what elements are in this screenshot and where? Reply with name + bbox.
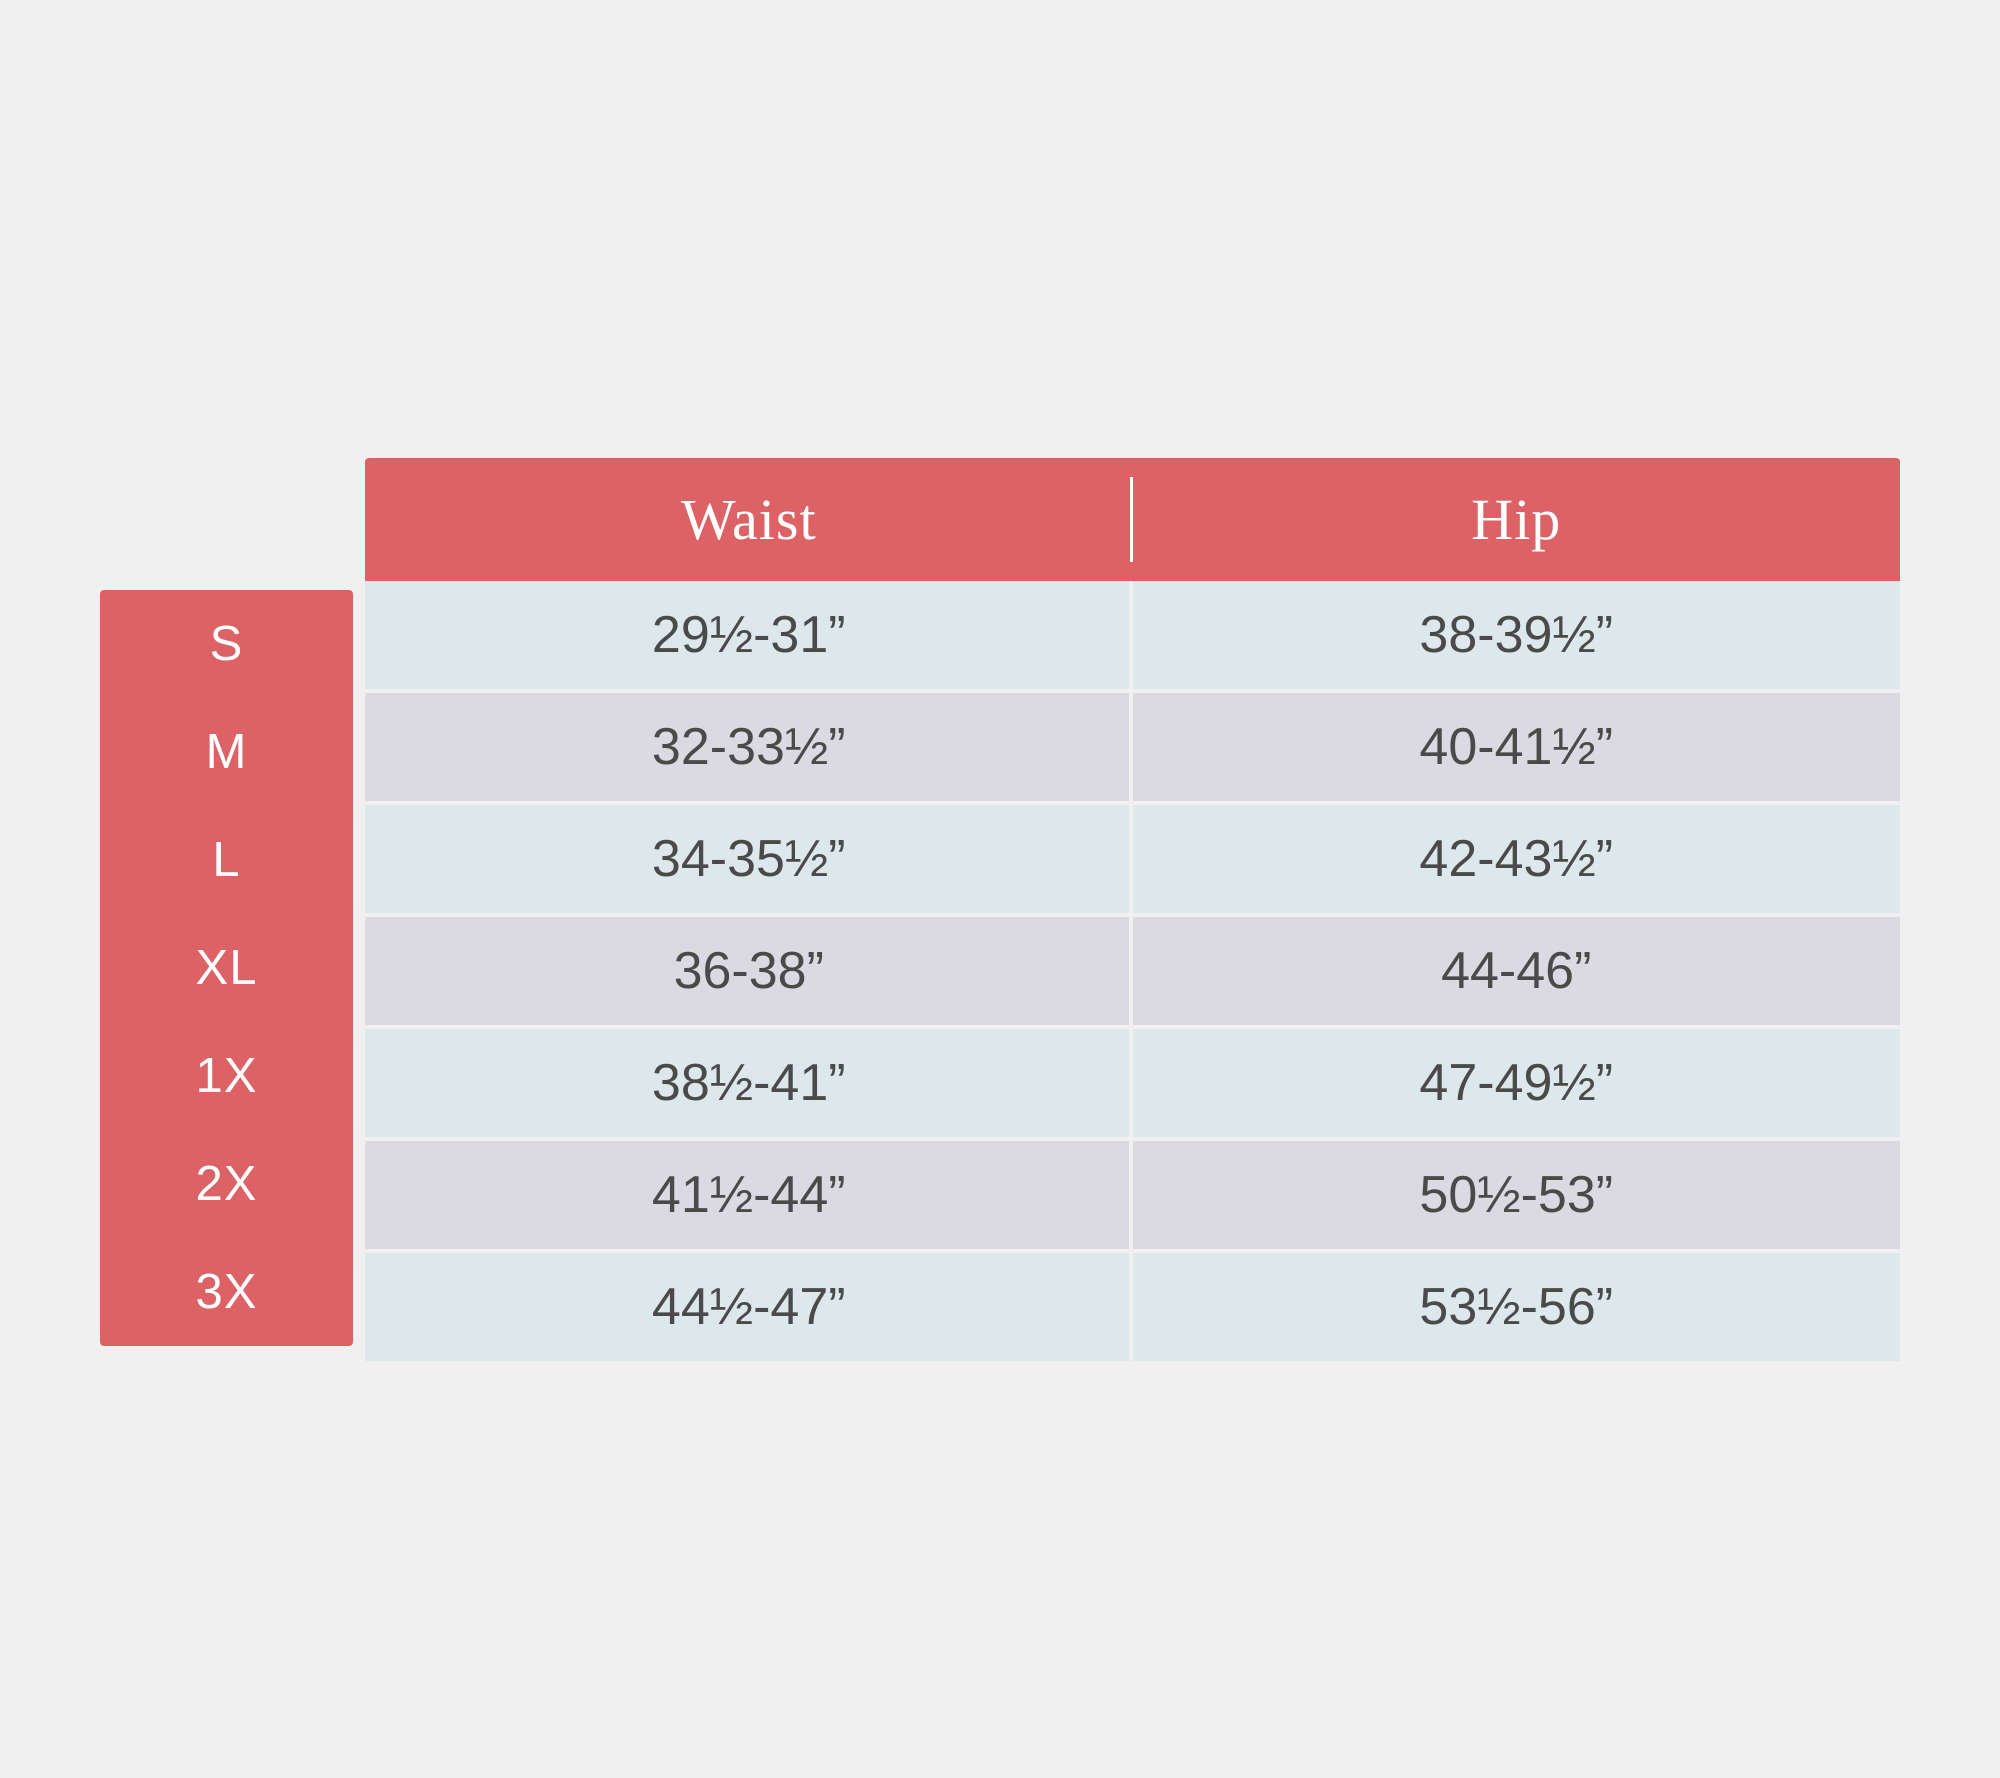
size-label-1x: 1X — [195, 1049, 258, 1103]
table-row — [365, 581, 1900, 689]
cell-hip: 47-49½” — [1419, 1054, 1614, 1112]
table-row — [365, 1029, 1900, 1137]
cell-hip: 40-41½” — [1419, 718, 1614, 776]
table-row — [365, 1141, 1900, 1249]
table-header-row — [365, 458, 1900, 581]
column-header-waist: Waist — [365, 458, 1133, 581]
cell-waist: 32-33½” — [365, 693, 1133, 801]
cell-waist: 29½-31” — [365, 581, 1133, 689]
cell-hip: 44-46” — [1441, 942, 1592, 1000]
cell-waist: 38½-41” — [365, 1029, 1133, 1137]
size-label-xl: XL — [195, 941, 258, 995]
table-row — [365, 805, 1900, 913]
size-label-s: S — [209, 617, 244, 671]
cell-hip: 38-39½” — [1419, 606, 1614, 664]
size-label-l: L — [212, 833, 241, 887]
size-label-2x: 2X — [195, 1157, 258, 1211]
measurement-table — [365, 458, 1900, 1361]
table-row — [365, 917, 1900, 1025]
cell-waist: 44½-47” — [365, 1253, 1133, 1361]
cell-hip: 50½-53” — [1419, 1166, 1614, 1224]
cell-hip: 42-43½” — [1419, 830, 1614, 888]
size-label-3x: 3X — [195, 1265, 258, 1319]
column-header-hip: Hip — [1471, 487, 1562, 552]
cell-hip: 53½-56” — [1419, 1278, 1614, 1336]
cell-waist: 41½-44” — [365, 1141, 1133, 1249]
table-row — [365, 693, 1900, 801]
cell-waist: 36-38” — [365, 917, 1133, 1025]
table-row — [365, 1253, 1900, 1361]
size-rail — [100, 590, 353, 1346]
size-label-m: M — [205, 725, 248, 779]
cell-waist: 34-35½” — [365, 805, 1133, 913]
